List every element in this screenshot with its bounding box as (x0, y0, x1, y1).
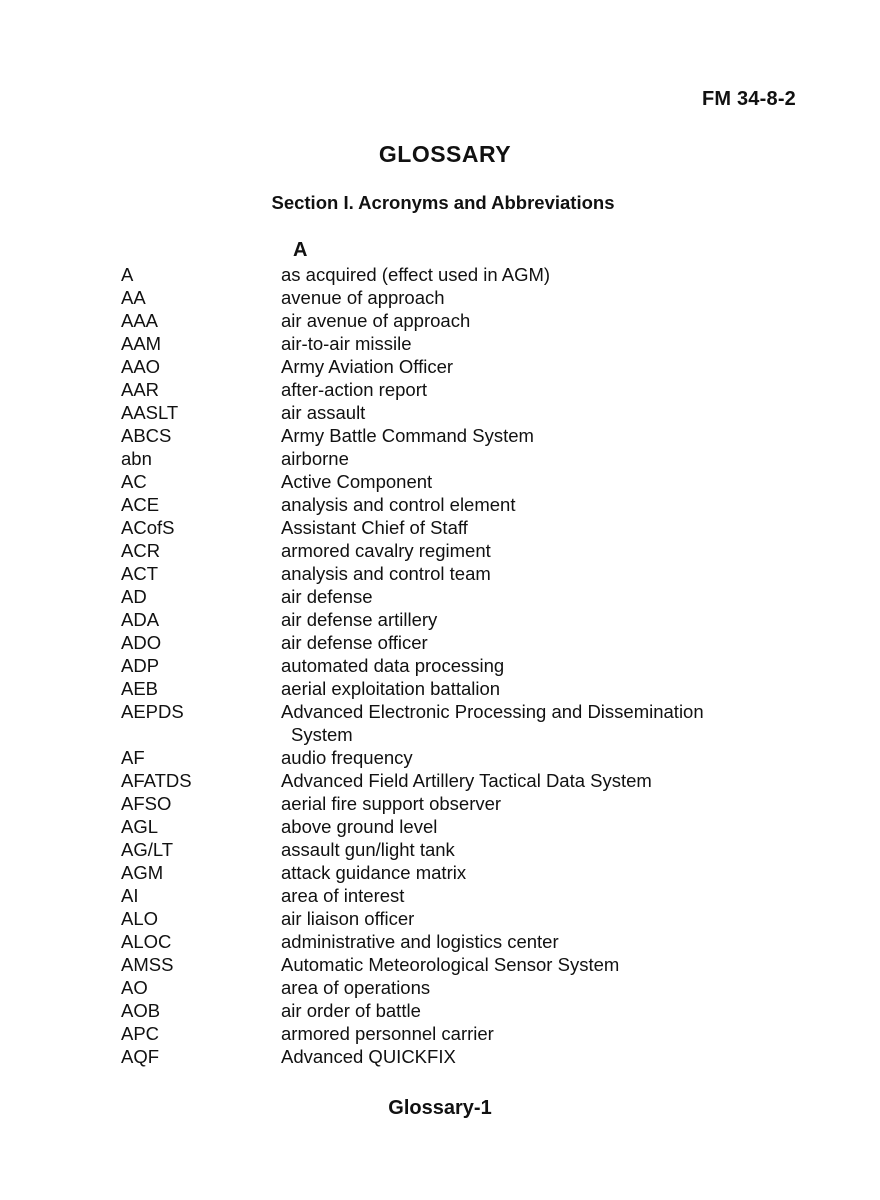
glossary-abbreviation: AO (121, 977, 148, 998)
glossary-definition-continuation: System (291, 724, 353, 745)
section-heading: Section I. Acronyms and Abbreviations (271, 192, 615, 213)
glossary-abbreviation: AAO (121, 356, 161, 377)
glossary-abbreviation: AOB (121, 1000, 161, 1021)
glossary-abbreviation: AQF (121, 1046, 160, 1067)
glossary-entry (121, 447, 801, 470)
glossary-definition (281, 539, 801, 562)
glossary-definition (281, 585, 801, 608)
glossary-abbreviation: AAR (121, 379, 160, 400)
glossary-definition (281, 769, 801, 792)
glossary-entry (121, 792, 801, 815)
glossary-definition (281, 493, 801, 516)
glossary-entry (121, 401, 801, 424)
glossary-abbreviation: ALO (121, 908, 159, 929)
glossary-abbreviation: ADA (121, 609, 160, 630)
glossary-abbreviation: AFATDS (121, 770, 192, 791)
glossary-entry (121, 976, 801, 999)
glossary-definition-text: attack guidance matrix (281, 862, 467, 883)
glossary-definition (281, 562, 801, 585)
glossary-definition (281, 792, 801, 815)
glossary-entry (121, 631, 801, 654)
glossary-definition (281, 953, 801, 976)
glossary-definition-text: armored personnel carrier (281, 1023, 494, 1044)
glossary-definition (281, 470, 801, 493)
glossary-entry (121, 309, 801, 332)
glossary-entry (121, 332, 801, 355)
glossary-abbreviation: ACR (121, 540, 161, 561)
glossary-abbreviation: AC (121, 471, 147, 492)
glossary-definition (281, 355, 801, 378)
glossary-definition (281, 424, 801, 447)
glossary-definition (281, 516, 801, 539)
glossary-definition (281, 447, 801, 470)
glossary-abbreviation: ACT (121, 563, 158, 584)
glossary-entry (121, 654, 801, 677)
glossary-definition-text: Active Component (281, 471, 433, 492)
glossary-definition-text: air defense (281, 586, 373, 607)
glossary-definition-text: Assistant Chief of Staff (281, 517, 468, 538)
glossary-abbreviation: ACofS (121, 517, 175, 538)
glossary-definition-text: Automatic Meteorological Sensor System (281, 954, 620, 975)
glossary-abbreviation: AAA (121, 310, 159, 331)
glossary-abbreviation: ADP (121, 655, 160, 676)
glossary-definition (281, 746, 801, 769)
glossary-definition (281, 332, 801, 355)
page-title: GLOSSARY (378, 141, 512, 167)
glossary-definition-text: as acquired (effect used in AGM) (281, 264, 551, 285)
glossary-definition-text: assault gun/light tank (281, 839, 455, 860)
glossary-definition-text: air defense officer (281, 632, 428, 653)
document-id: FM 34-8-2 (701, 88, 796, 110)
glossary-abbreviation: ALOC (121, 931, 172, 952)
glossary-abbreviation: ADO (121, 632, 162, 653)
glossary-entry (121, 677, 801, 700)
glossary-entry (121, 608, 801, 631)
glossary-definition-text: automated data processing (281, 655, 505, 676)
glossary-entry (121, 562, 801, 585)
glossary-definition-text: aerial fire support observer (281, 793, 502, 814)
glossary-entry (121, 539, 801, 562)
glossary-definition (281, 861, 801, 884)
glossary-definition-text: analysis and control team (281, 563, 491, 584)
glossary-definition-text: analysis and control element (281, 494, 516, 515)
glossary-abbreviation: ACE (121, 494, 160, 515)
glossary-definition-text: airborne (281, 448, 349, 469)
glossary-abbreviation: AAM (121, 333, 162, 354)
glossary-entry (121, 746, 801, 769)
glossary-entry (121, 815, 801, 838)
glossary-entry (121, 585, 801, 608)
page-footer: Glossary-1 (388, 1097, 492, 1119)
glossary-definition (281, 654, 801, 677)
glossary-abbreviation: abn (121, 448, 152, 469)
glossary-abbreviation: APC (121, 1023, 160, 1044)
glossary-abbreviation: AMSS (121, 954, 174, 975)
glossary-definition (281, 884, 801, 907)
glossary-abbreviation: AI (121, 885, 139, 906)
glossary-definition-text: air avenue of approach (281, 310, 471, 331)
glossary-abbreviation: AF (121, 747, 145, 768)
glossary-entry (121, 286, 801, 309)
glossary-entry (121, 999, 801, 1022)
glossary-definition-text: air-to-air missile (281, 333, 412, 354)
glossary-abbreviation: AGM (121, 862, 164, 883)
glossary-entry (121, 838, 801, 861)
glossary-definition-text: Advanced Electronic Processing and Dissemination (281, 701, 704, 722)
glossary-abbreviation: AD (121, 586, 147, 607)
glossary-definition (281, 401, 801, 424)
glossary-list (121, 263, 801, 1068)
glossary-definition (281, 1045, 801, 1068)
glossary-entry (121, 470, 801, 493)
glossary-definition (281, 608, 801, 631)
glossary-definition (281, 838, 801, 861)
glossary-definition-text: Advanced Field Artillery Tactical Data System (281, 770, 652, 791)
glossary-entry (121, 953, 801, 976)
glossary-entry (121, 1022, 801, 1045)
glossary-abbreviation: A (121, 264, 134, 285)
glossary-entry (121, 930, 801, 953)
glossary-definition (281, 263, 801, 286)
glossary-definition-text: air order of battle (281, 1000, 421, 1021)
glossary-definition (281, 677, 801, 700)
glossary-definition (281, 999, 801, 1022)
glossary-abbreviation: AA (121, 287, 146, 308)
letter-heading: A (293, 239, 308, 261)
glossary-definition-text: air assault (281, 402, 366, 423)
glossary-abbreviation: AG/LT (121, 839, 174, 860)
glossary-definition (281, 286, 801, 309)
glossary-definition-text: air liaison officer (281, 908, 415, 929)
glossary-definition (281, 815, 801, 838)
glossary-definition-text: administrative and logistics center (281, 931, 559, 952)
glossary-entry (121, 516, 801, 539)
glossary-abbreviation: ABCS (121, 425, 172, 446)
glossary-definition-text: aerial exploitation battalion (281, 678, 501, 699)
glossary-definition (281, 309, 801, 332)
glossary-entry (121, 700, 801, 746)
glossary-entry (121, 493, 801, 516)
glossary-definition-text: Army Battle Command System (281, 425, 534, 446)
glossary-definition-text: avenue of approach (281, 287, 445, 308)
glossary-definition (281, 930, 801, 953)
glossary-definition-text: Army Aviation Officer (281, 356, 454, 377)
glossary-definition-text: Advanced QUICKFIX (281, 1046, 456, 1067)
glossary-definition-text: audio frequency (281, 747, 413, 768)
glossary-abbreviation: AFSO (121, 793, 172, 814)
glossary-definition (281, 378, 801, 401)
glossary-entry (121, 424, 801, 447)
glossary-definition (281, 700, 801, 746)
glossary-abbreviation: AASLT (121, 402, 179, 423)
glossary-abbreviation: AEPDS (121, 701, 184, 722)
glossary-entry (121, 263, 801, 286)
glossary-definition-text: after-action report (281, 379, 428, 400)
glossary-definition (281, 907, 801, 930)
glossary-entry (121, 355, 801, 378)
glossary-definition-text: above ground level (281, 816, 438, 837)
glossary-entry (121, 861, 801, 884)
glossary-definition-text: area of interest (281, 885, 405, 906)
glossary-entry (121, 907, 801, 930)
glossary-definition-text: area of operations (281, 977, 431, 998)
glossary-abbreviation: AEB (121, 678, 159, 699)
glossary-abbreviation: AGL (121, 816, 159, 837)
glossary-definition-text: armored cavalry regiment (281, 540, 491, 561)
glossary-definition-text: air defense artillery (281, 609, 438, 630)
glossary-entry (121, 1045, 801, 1068)
glossary-definition (281, 1022, 801, 1045)
glossary-entry (121, 884, 801, 907)
glossary-entry (121, 769, 801, 792)
glossary-definition (281, 976, 801, 999)
glossary-definition (281, 631, 801, 654)
glossary-entry (121, 378, 801, 401)
